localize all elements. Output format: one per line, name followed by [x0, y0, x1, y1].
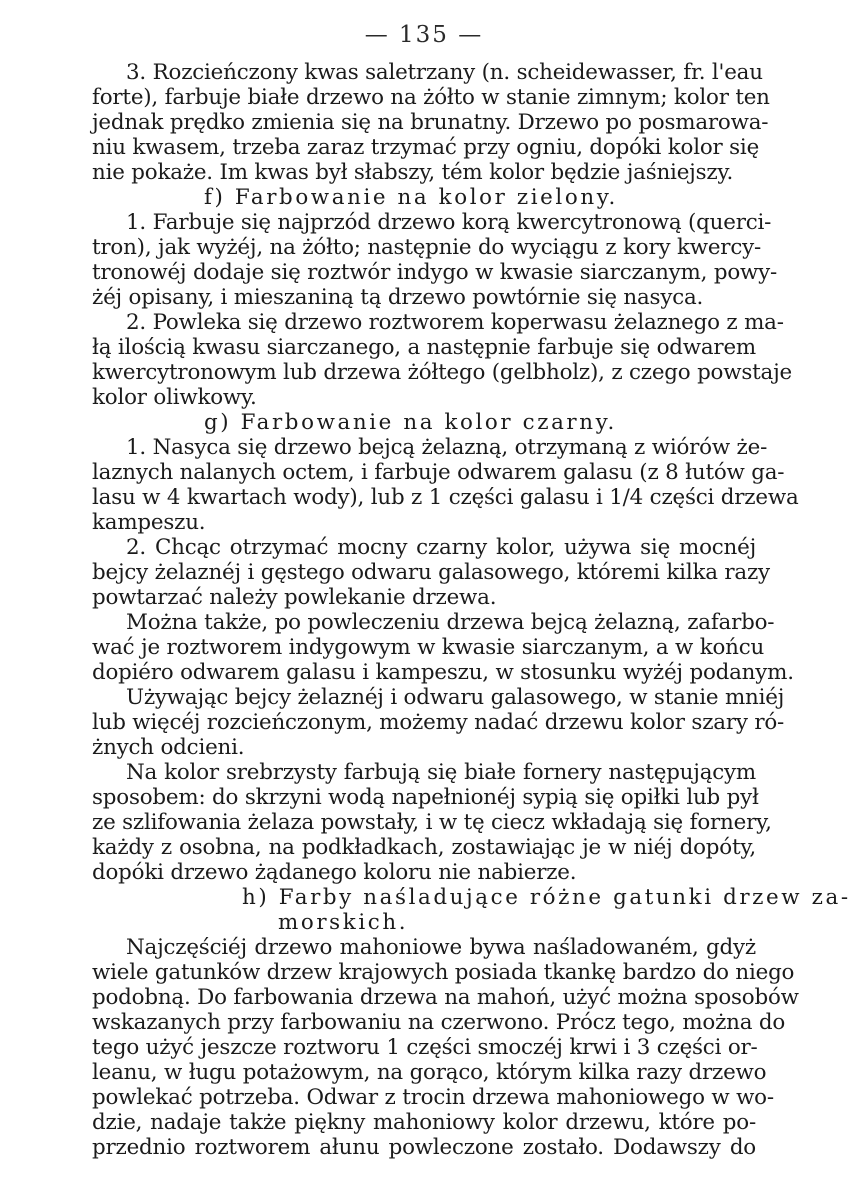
text-line: 2. Chcąc otrzymać mocny czarny kolor, używa się mocnéj [126, 535, 756, 560]
text-line: żnych odcieni. [92, 735, 245, 760]
text-line: bejcy żelaznéj i gęstego odwaru galasowego, któremi kilka razy [92, 560, 770, 585]
text-line: Najczęściéj drzewo mahoniowe bywa naśladowaném, gdyż [126, 935, 756, 960]
text-line: kampeszu. [92, 510, 206, 535]
text-line: h) Farby naśladujące różne gatunki drzew za- [242, 885, 851, 910]
text-line: 1. Nasyca się drzewo bejcą żelazną, otrzymaną z wiórów że- [126, 435, 768, 460]
text-line: kwercytronowym lub drzewa żółtego (gelbholz), z czego powstaje [92, 360, 792, 385]
text-line: niu kwasem, trzeba zaraz trzymać przy ogniu, dopóki kolor się [92, 135, 760, 160]
text-line: leanu, w ługu potażowym, na gorąco, którym kilka razy drzewo [92, 1060, 767, 1085]
text-line: tronowéj dodaje się roztwór indygo w kwasie siarczanym, powy- [92, 260, 778, 285]
text-line: dopiéro odwarem galasu i kampeszu, w stosunku wyżéj podanym. [92, 660, 794, 685]
text-line: 2. Powleka się drzewo roztworem koperwasu żelaznego z ma- [126, 310, 784, 335]
text-line: dzie, nadaje także piękny mahoniowy kolor drzewu, które po- [92, 1110, 756, 1135]
text-line: f) Farbowanie na kolor zielony. [204, 185, 618, 210]
text-line: forte), farbuje białe drzewo na żółto w stanie zimnym; kolor ten [92, 85, 770, 110]
text-line: żéj opisany, i mieszaniną tą drzewo powtórnie się nasyca. [92, 285, 704, 310]
text-line: Używając bejcy żelaznéj i odwaru galasowego, w stanie mniéj [126, 685, 785, 710]
text-line: lasu w 4 kwartach wody), lub z 1 części galasu i 1/4 części drzewa [92, 485, 799, 510]
text-line: łą ilością kwasu siarczanego, a następnie farbuje się odwarem [92, 335, 756, 360]
text-line: jednak prędko zmienia się na brunatny. Drzewo po posmarowa- [92, 110, 769, 135]
text-line: tego użyć jeszcze roztworu 1 części smoczéj krwi i 3 części or- [92, 1035, 758, 1060]
text-line: powtarzać należy powlekanie drzewa. [92, 585, 497, 610]
text-line: sposobem: do skrzyni wodą napełnionéj sypią się opiłki lub pył [92, 785, 759, 810]
text-line: powlekać potrzeba. Odwar z trocin drzewa mahoniowego w wo- [92, 1085, 774, 1110]
text-line: kolor oliwkowy. [92, 385, 257, 410]
text-line: laznych nalanych octem, i farbuje odwarem galasu (z 8 łutów ga- [92, 460, 785, 485]
text-line: ze szlifowania żelaza powstały, i w tę ciecz wkładają się fornery, [92, 810, 772, 835]
text-line: dopóki drzewo żądanego koloru nie nabierze. [92, 860, 577, 885]
text-line: każdy z osobna, na podkładkach, zostawiając je w niéj dopóty, [92, 835, 756, 860]
text-line: g) Farbowanie na kolor czarny. [204, 410, 617, 435]
text-line: Można także, po powleczeniu drzewa bejcą żelazną, zafarbo- [126, 610, 775, 635]
text-line: wiele gatunków drzew krajowych posiada tkankę bardzo do niego [92, 960, 795, 985]
page-number: — 135 — [364, 22, 484, 48]
text-line: 1. Farbuje się najprzód drzewo korą kwercytronową (querci- [126, 210, 772, 235]
text-line: Na kolor srebrzysty farbują się białe fornery następującym [126, 760, 756, 785]
text-body [92, 60, 851, 1160]
text-line: podobną. Do farbowania drzewa na mahoń, użyć można sposobów [92, 985, 799, 1010]
text-line: nie pokaże. Im kwas był słabszy, tém kolor będzie jaśniejszy. [92, 160, 734, 185]
text-line: wać je roztworem indygowym w kwasie siarczanym, a w końcu [92, 635, 765, 660]
text-line: przednio roztworem ałunu powleczone zostało. Dodawszy do [92, 1135, 756, 1160]
text-line: wskazanych przy farbowaniu na czerwono. Prócz tego, można do [92, 1010, 786, 1035]
text-line: 3. Rozcieńczony kwas saletrzany (n. scheidewasser, fr. l'eau [126, 60, 763, 85]
text-line: lub więcéj rozcieńczonym, możemy nadać drzewu kolor szary ró- [92, 710, 785, 735]
text-line: morskich. [278, 910, 409, 935]
text-line: tron), jak wyżéj, na żółto; następnie do wyciągu z kory kwercy- [92, 235, 762, 260]
